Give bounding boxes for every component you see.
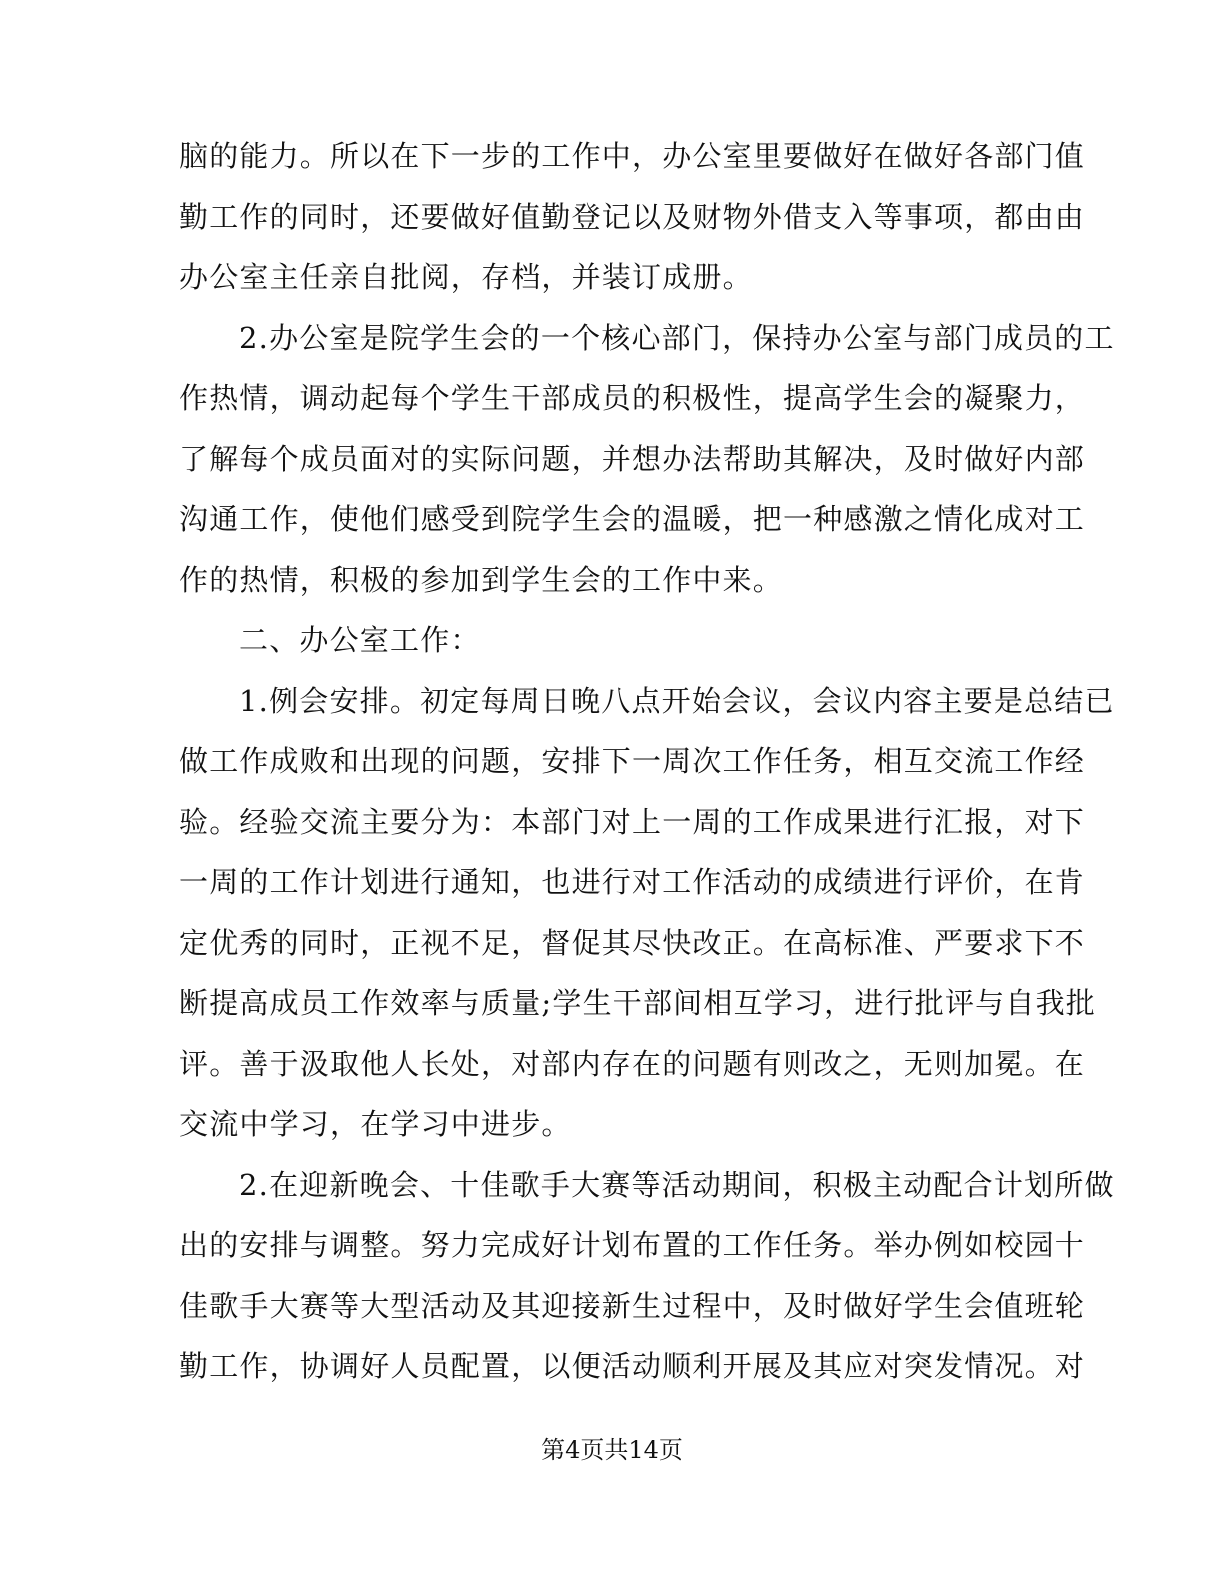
text-line: 沟通工作，使他们感受到院学生会的温暖，把一种感激之情化成对工 [179, 502, 1086, 536]
text-line-first: 2.在迎新晚会、十佳歌手大赛等活动期间，积极主动配合计划所做 [239, 1167, 1115, 1202]
text-line: 交流中学习，在学习中进步。 [179, 1107, 572, 1141]
text-line: 评。善于汲取他人长处，对部内存在的问题有则改之，无则加冕。在 [179, 1046, 1086, 1081]
section-heading-text: 二、办公室工作： [239, 623, 481, 657]
paragraph-4 [179, 1155, 1115, 1397]
paragraph-1 [179, 126, 1086, 308]
paragraph-2 [179, 308, 1115, 611]
text-line: 了解每个成员面对的实际问题，并想办法帮助其解决，及时做好内部 [179, 441, 1086, 476]
text-line: 勤工作的同时，还要做好值勤登记以及财物外借支入等事项，都由由 [179, 199, 1086, 234]
text-line: 作的热情，积极的参加到学生会的工作中来。 [179, 562, 784, 597]
paragraph-3 [179, 671, 1115, 1155]
text-line: 作热情，调动起每个学生干部成员的积极性，提高学生会的凝聚力， [179, 381, 1086, 415]
text-line: 出的安排与调整。努力完成好计划布置的工作任务。举办例如校园十 [179, 1228, 1086, 1262]
section-heading [179, 610, 1039, 671]
text-line: 断提高成员工作效率与质量;学生干部间相互学习，进行批评与自我批 [179, 986, 1096, 1020]
text-line: 验。经验交流主要分为：本部门对上一周的工作成果进行汇报，对下 [179, 804, 1086, 839]
text-line: 佳歌手大赛等大型活动及其迎接新生过程中，及时做好学生会值班轮 [179, 1288, 1086, 1323]
text-line-first: 1.例会安排。初定每周日晚八点开始会议，会议内容主要是总结已 [239, 683, 1115, 718]
text-line: 一周的工作计划进行通知，也进行对工作活动的成绩进行评价，在肯 [179, 865, 1086, 899]
text-line: 办公室主任亲自批阅，存档，并装订成册。 [179, 260, 753, 294]
page-number-footer: 第4页共14页 [541, 1436, 683, 1464]
text-line: 脑的能力。所以在下一步的工作中，办公室里要做好在做好各部门值 [179, 139, 1086, 173]
text-line: 做工作成败和出现的问题，安排下一周次工作任务，相互交流工作经 [179, 744, 1086, 778]
text-line: 勤工作，协调好人员配置，以便活动顺利开展及其应对突发情况。对 [179, 1349, 1086, 1383]
document-body [179, 126, 1115, 1397]
text-line-first: 2.办公室是院学生会的一个核心部门，保持办公室与部门成员的工 [239, 320, 1115, 355]
text-line: 定优秀的同时，正视不足，督促其尽快改正。在高标准、严要求下不 [179, 925, 1086, 960]
